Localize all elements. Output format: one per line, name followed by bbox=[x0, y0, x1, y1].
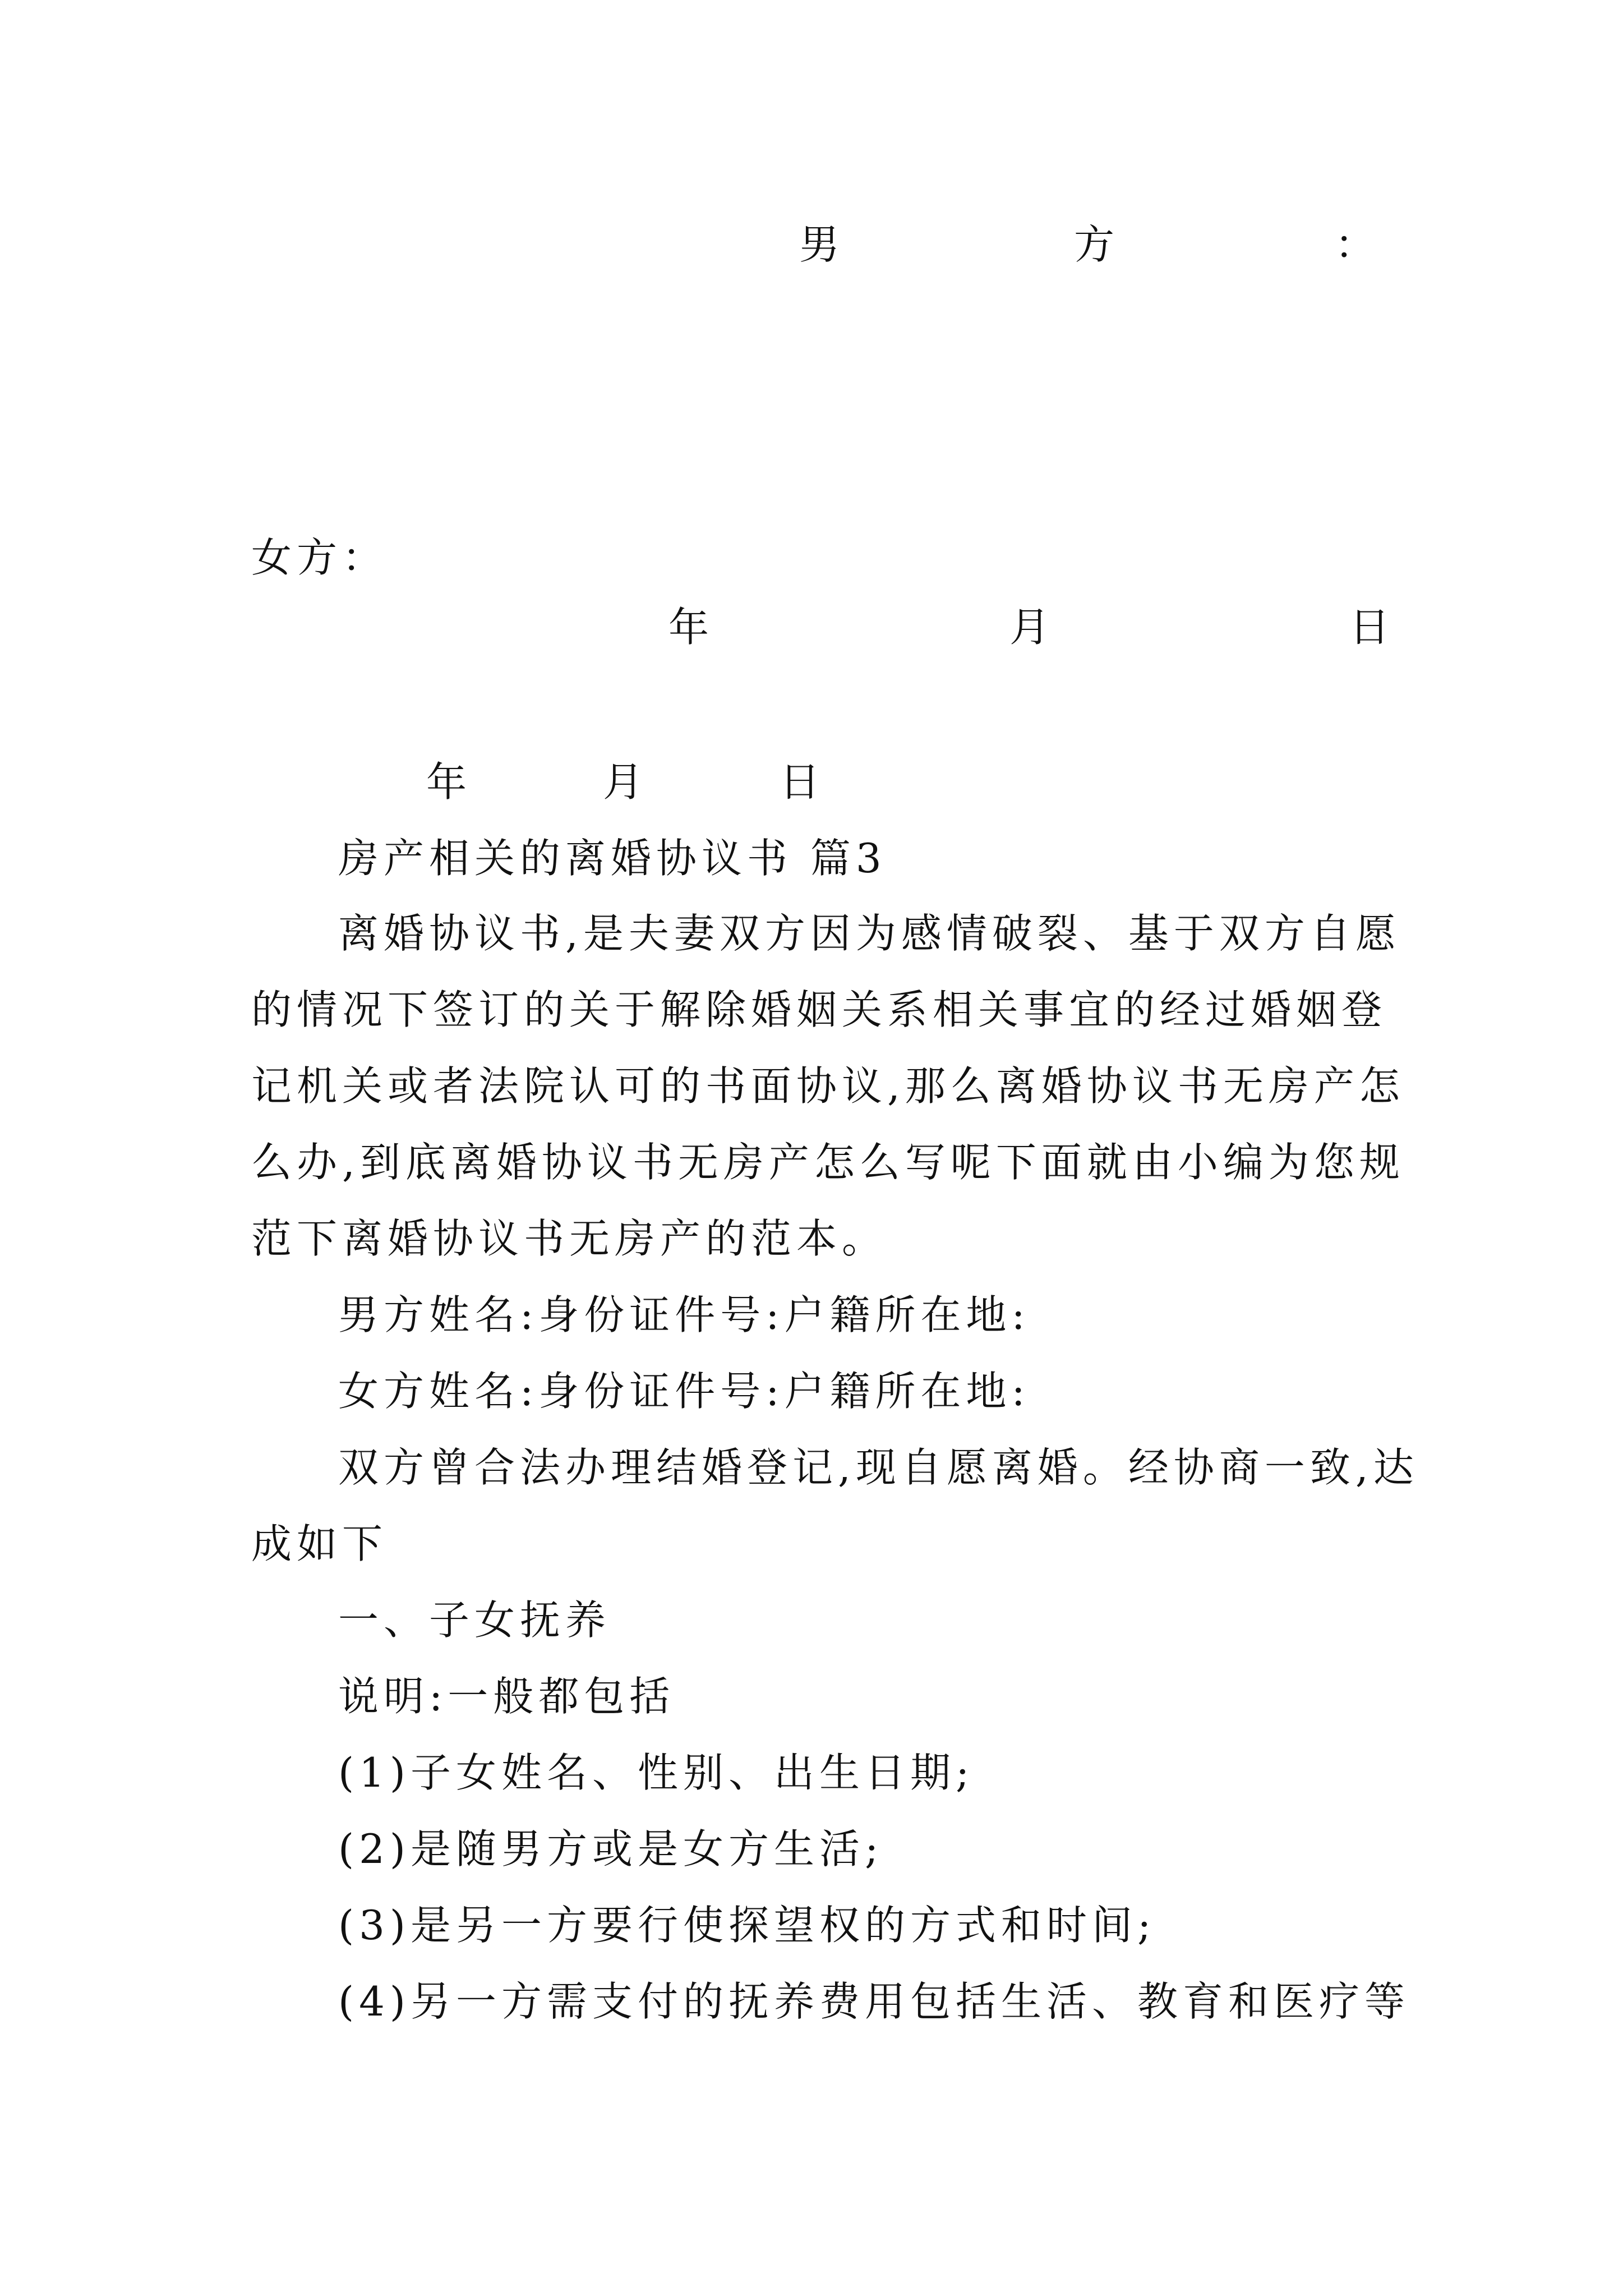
male-label-char2: 方 bbox=[1074, 221, 1115, 268]
date-year: 年 bbox=[668, 604, 709, 651]
list-item: (2)是随男方或是女方生活; bbox=[338, 1825, 884, 1872]
date-day: 日 bbox=[1349, 604, 1390, 651]
heading-children: 一、子女抚养 bbox=[338, 1596, 611, 1644]
date2-month: 月 bbox=[603, 758, 644, 806]
intro-line-5: 范下离婚协议书无房产的范本。 bbox=[251, 1215, 888, 1262]
list-item: (3)是另一方要行使探望权的方式和时间; bbox=[338, 1902, 1156, 1949]
agreement-line-1: 双方曾合法办理结婚登记,现自愿离婚。经协商一致,达 bbox=[338, 1444, 1419, 1491]
date-month: 月 bbox=[1009, 604, 1050, 651]
list-item: (4)另一方需支付的抚养费用包括生活、教育和医疗等 bbox=[338, 1978, 1410, 2025]
date2-day: 日 bbox=[780, 758, 820, 806]
female-label: 女方： bbox=[251, 534, 388, 581]
male-info: 男方姓名:身份证件号:户籍所在地: bbox=[338, 1291, 1030, 1338]
date2-year: 年 bbox=[426, 758, 467, 806]
intro-line-2: 的情况下签订的关于解除婚姻关系相关事宜的经过婚姻登 bbox=[251, 986, 1387, 1033]
intro-line-3: 记机关或者法院认可的书面协议,那么离婚协议书无房产怎 bbox=[251, 1062, 1405, 1110]
list-item: (1)子女姓名、性别、出生日期; bbox=[338, 1749, 975, 1796]
male-label-char1: 男 bbox=[799, 221, 840, 268]
intro-line-4: 么办,到底离婚协议书无房产怎么写呢下面就由小编为您规 bbox=[251, 1139, 1405, 1186]
male-label-colon: ： bbox=[1335, 221, 1376, 268]
explanation: 说明:一般都包括 bbox=[338, 1673, 675, 1720]
female-info: 女方姓名:身份证件号:户籍所在地: bbox=[338, 1368, 1030, 1415]
intro-line-1: 离婚协议书,是夫妻双方因为感情破裂、基于双方自愿 bbox=[338, 910, 1401, 957]
section-title: 房产相关的离婚协议书 篇3 bbox=[338, 835, 887, 882]
agreement-line-2: 成如下 bbox=[251, 1520, 388, 1567]
